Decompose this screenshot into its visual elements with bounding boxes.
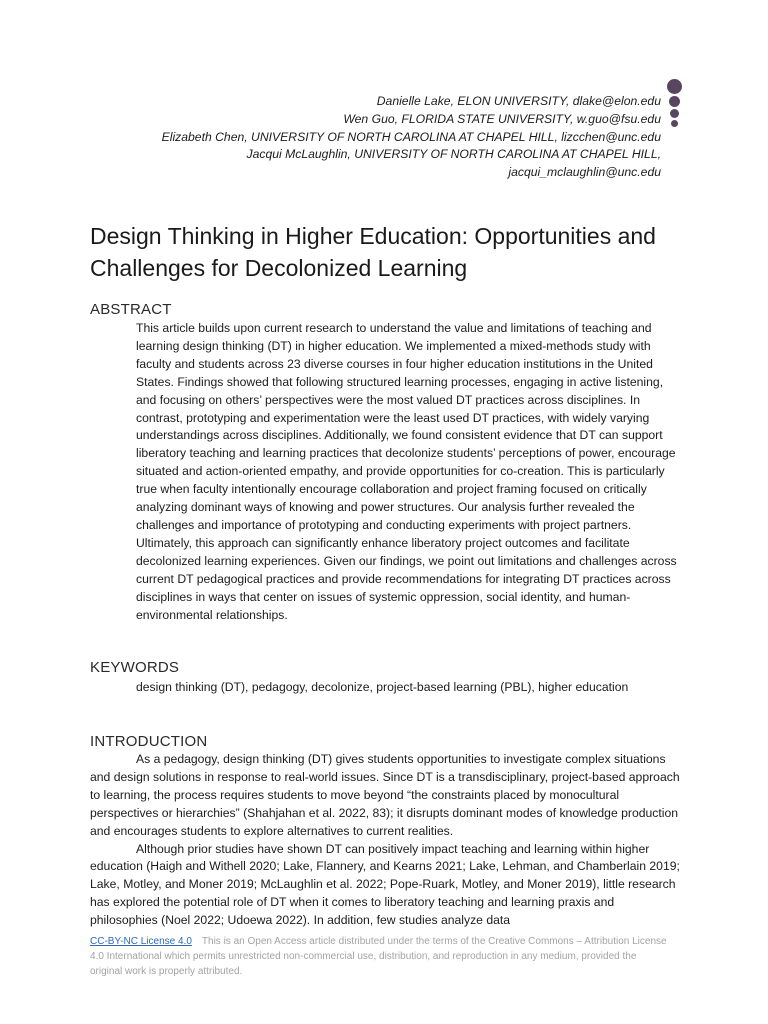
dot-large	[667, 79, 682, 94]
introduction-paragraph: Although prior studies have shown DT can positively impact teaching and learning within higher education (Haigh and Withell 2020; Lake, Flannery, and Kearns 2021; Lake, Lehman, and Chamberlain 2019; Lake, Motley, and Moner 2019; McLaughlin et al. 2022; Pope-Ruark, Motley, and Moner 2019), little research has explored the potential role of DT when it comes to liberatory teaching and learning praxis and philosophies (Noel 2022; Udoewa 2022). In addition, few studies analyze data	[90, 841, 680, 928]
license-link[interactable]: CC-BY-NC License 4.0	[90, 936, 192, 947]
abstract-heading: ABSTRACT	[90, 301, 172, 318]
dot-tiny	[671, 120, 678, 127]
title-line: Challenges for Decolonized Learning	[90, 255, 468, 281]
title-line: Design Thinking in Higher Education: Opportunities and	[90, 223, 656, 249]
paper-title	[90, 220, 710, 284]
author-line: Danielle Lake, ELON UNIVERSITY, dlake@elon.edu	[376, 94, 661, 108]
author-line: Jacqui McLaughlin, UNIVERSITY OF NORTH CAROLINA AT CHAPEL HILL,	[246, 147, 661, 162]
decorative-dots	[667, 79, 683, 129]
introduction-body	[90, 751, 680, 930]
author-list	[61, 93, 661, 182]
author-line: jacqui_mclaughlin@unc.edu	[508, 165, 661, 180]
license-text: This is an Open Access article distributed under the terms of the Creative Commons – Attribution License 4.0 International which permits unrestricted non-commercial use, distribution, and reproduction in any medium, provided the original work is properly attributed.	[90, 936, 667, 977]
abstract-text: This article builds upon current research to understand the value and limitations of teaching and learning design thinking (DT) in higher education. We implemented a mixed-methods study with faculty and students across 23 diverse courses in four higher education institutions in the United States. Findings showed that following structured learning processes, engaging in active listening, and focusing on others’ perspectives were the most valued DT practices across disciplines. In contrast, prototyping and experimentation were the least used DT practices, with widely varying understandings across disciplines. Additionally, we found consistent evidence that DT can support liberatory teaching and learning practices that decolonize students’ perceptions of power, encourage situated and action-oriented empathy, and provide opportunities for co-creation. This is particularly true when faculty intentionally encourage collaboration and project framing focused on critically analyzing dominant ways of knowing and power structures. Our analysis further revealed the challenges and importance of prototyping and conducting experiments with project partners. Ultimately, this approach can significantly enhance liberatory project outcomes and facilitate decolonized learning experiences. Given our findings, we point out limitations and challenges across current DT pedagogical practices and provide recommendations for integrating DT practices across disciplines in ways that center on issues of systemic oppression, social identity, and human-environmental relationships.	[136, 321, 677, 622]
dot-medium	[669, 96, 680, 107]
keywords-heading: KEYWORDS	[90, 659, 180, 676]
introduction-paragraph: As a pedagogy, design thinking (DT) gives students opportunities to investigate complex situations and design solutions in response to real-world issues. Since DT is a transdisciplinary, project-based approach to learning, the process requires students to move beyond “the constraints placed by monocultural perspectives or hierarchies” (Shahjahan et al. 2022, 83); it disrupts dominant modes of knowledge production and encourages students to explore alternatives to current realities.	[90, 752, 680, 838]
introduction-heading: INTRODUCTION	[90, 733, 208, 750]
dot-small	[670, 109, 679, 118]
keywords-text: design thinking (DT), pedagogy, decolonize, project-based learning (PBL), higher education	[136, 680, 629, 694]
license-footer	[90, 934, 670, 979]
author-line: Wen Guo, FLORIDA STATE UNIVERSITY, w.guo@fsu.edu	[343, 111, 661, 126]
author-line: Elizabeth Chen, UNIVERSITY OF NORTH CAROLINA AT CHAPEL HILL, lizcchen@unc.edu	[161, 129, 661, 144]
